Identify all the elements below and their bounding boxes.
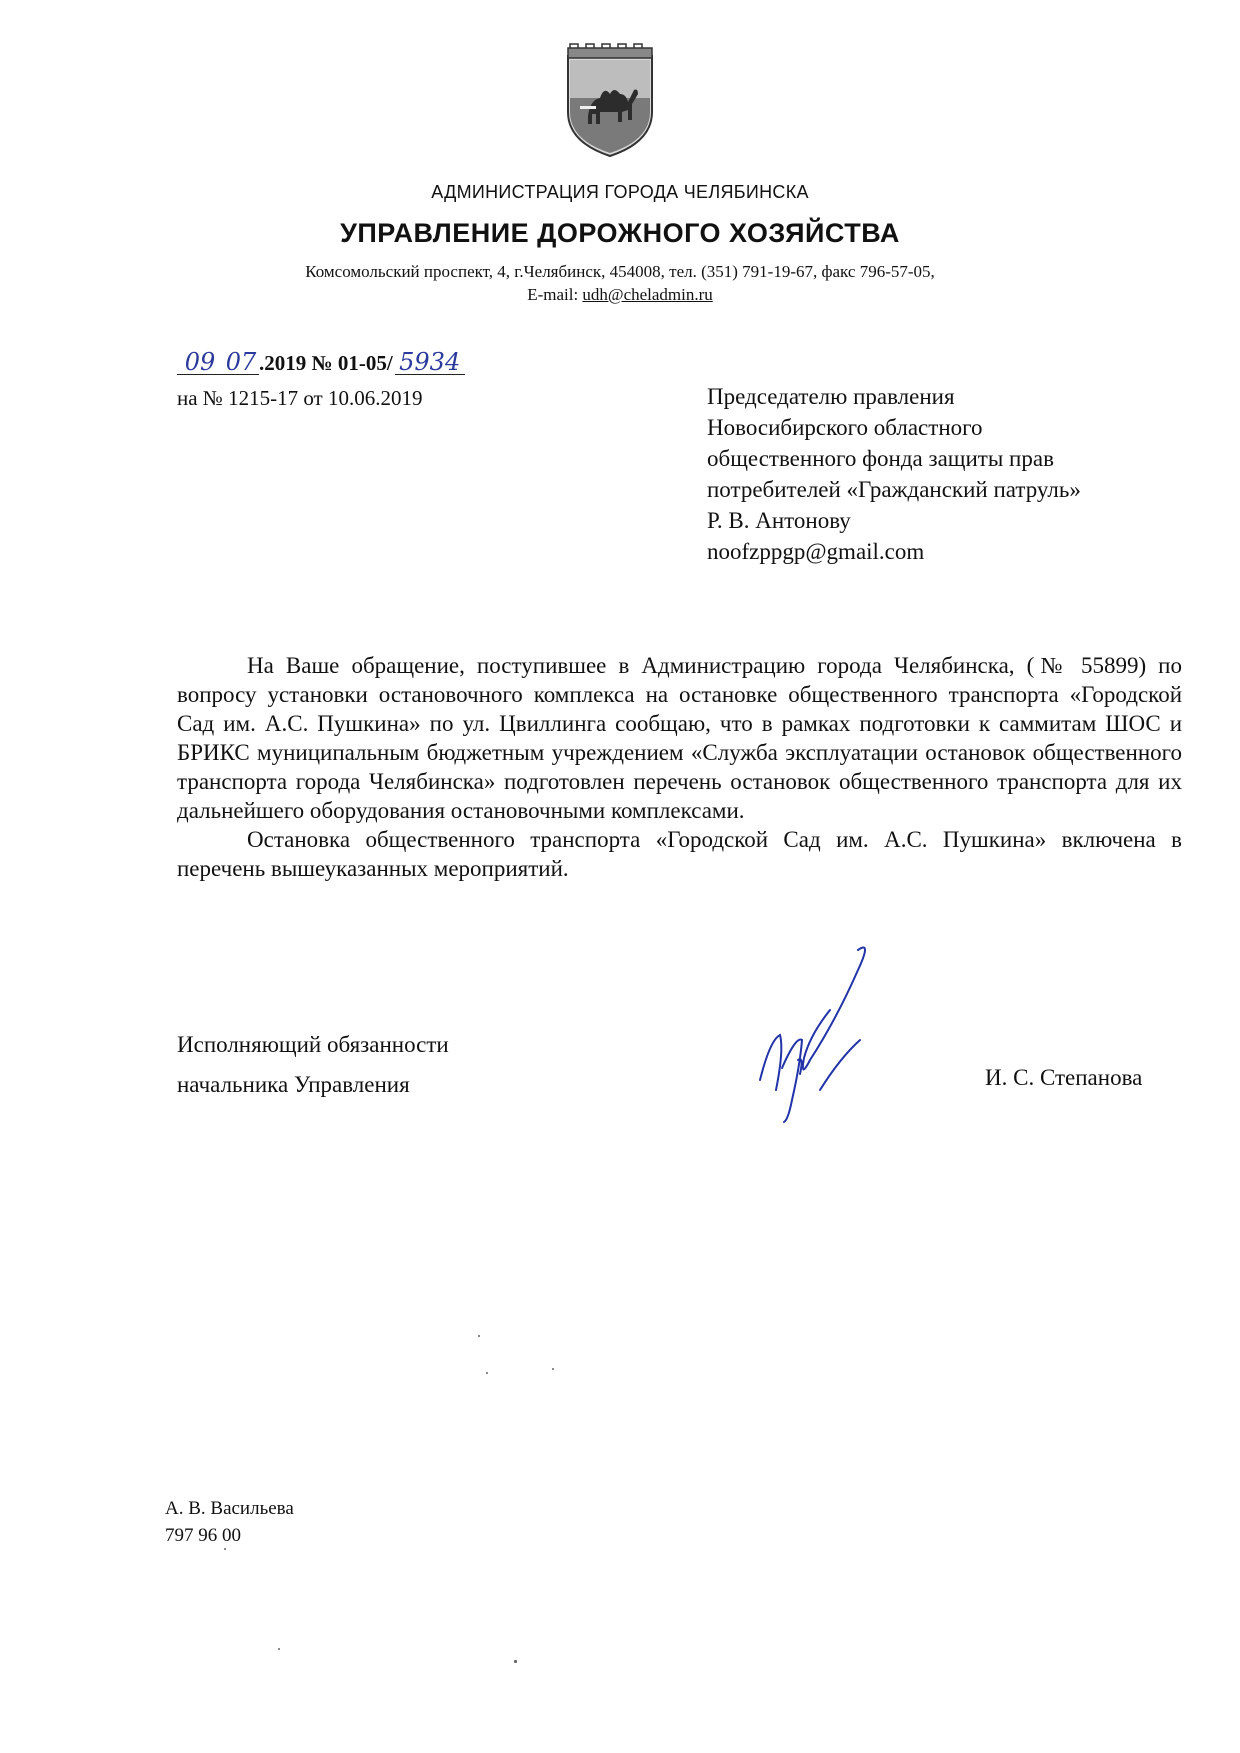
addressee-line: Новосибирского областного: [707, 415, 983, 440]
scan-speck: [278, 1648, 280, 1650]
signatory-position-line: Исполняющий обязанности: [177, 1032, 449, 1057]
executor-phone: 797 96 00: [165, 1525, 241, 1546]
addressee-email: noofzppgp@gmail.com: [707, 539, 925, 564]
body-paragraph: На Ваше обращение, поступившее в Администрацию города Челябинска, (№ 55899) по вопросу установки остановочного комплекса на остановке общественного транспорта «Городской Сад им. А.С. Пушкина» по ул. Цвиллинга сообщаю, что в рамках подготовки к саммитам ШОС и БРИКС муниципальным бюджетным учреждением «Служба эксплуатации остановок общественного транспорта города Челябинска» подготовлен перечень остановок общественного транспорта для их дальнейшего оборудования остановочными комплексами.: [177, 653, 1182, 823]
scan-speck: [478, 1335, 480, 1337]
addressee-block: [707, 381, 1081, 567]
letter-body: [177, 651, 1182, 883]
executor-block: [165, 1495, 294, 1549]
email-label: E-mail:: [527, 285, 583, 304]
addressee-line: общественного фонда защиты прав: [707, 446, 1054, 471]
address-line: Комсомольский проспект, 4, г.Челябинск, 454008, тел. (351) 791-19-67, факс 796-57-05,: [305, 262, 935, 281]
administration-title: АДМИНИСТРАЦИЯ ГОРОДА ЧЕЛЯБИНСКА: [431, 182, 809, 202]
executor-name: А. В. Васильева: [165, 1498, 294, 1519]
addressee-line: потребителей «Гражданский патруль»: [707, 477, 1081, 502]
scan-speck: [224, 1548, 226, 1550]
scan-speck: [486, 1372, 488, 1374]
signatory-position-line: начальника Управления: [177, 1072, 410, 1097]
registration-number: [177, 350, 465, 378]
reply-to-reference: на № 1215-17 от 10.06.2019: [177, 386, 423, 410]
handwritten-number: 5934: [395, 350, 465, 375]
registration-year-series: .2019 № 01-05/: [259, 351, 393, 375]
addressee-line: Р. В. Антонову: [707, 508, 851, 533]
email-line: [0, 285, 1240, 305]
addressee-line: Председателю правления: [707, 384, 955, 409]
department-title: УПРАВЛЕНИЕ ДОРОЖНОГО ХОЗЯЙСТВА: [340, 218, 900, 248]
handwritten-day: 09: [177, 350, 223, 375]
signatory-name: И. С. Степанова: [985, 1065, 1143, 1090]
body-paragraph: Остановка общественного транспорта «Городской Сад им. А.С. Пушкина» включена в перечень вышеуказанных мероприятий.: [177, 827, 1182, 881]
scan-speck: [552, 1368, 554, 1370]
email-link[interactable]: udh@cheladmin.ru: [582, 285, 713, 304]
handwritten-month: 07: [223, 350, 259, 375]
handwritten-signature-icon: [740, 940, 880, 1140]
coat-of-arms-icon: [560, 42, 660, 160]
scan-speck: [514, 1660, 517, 1663]
signatory-position: [177, 1025, 449, 1105]
